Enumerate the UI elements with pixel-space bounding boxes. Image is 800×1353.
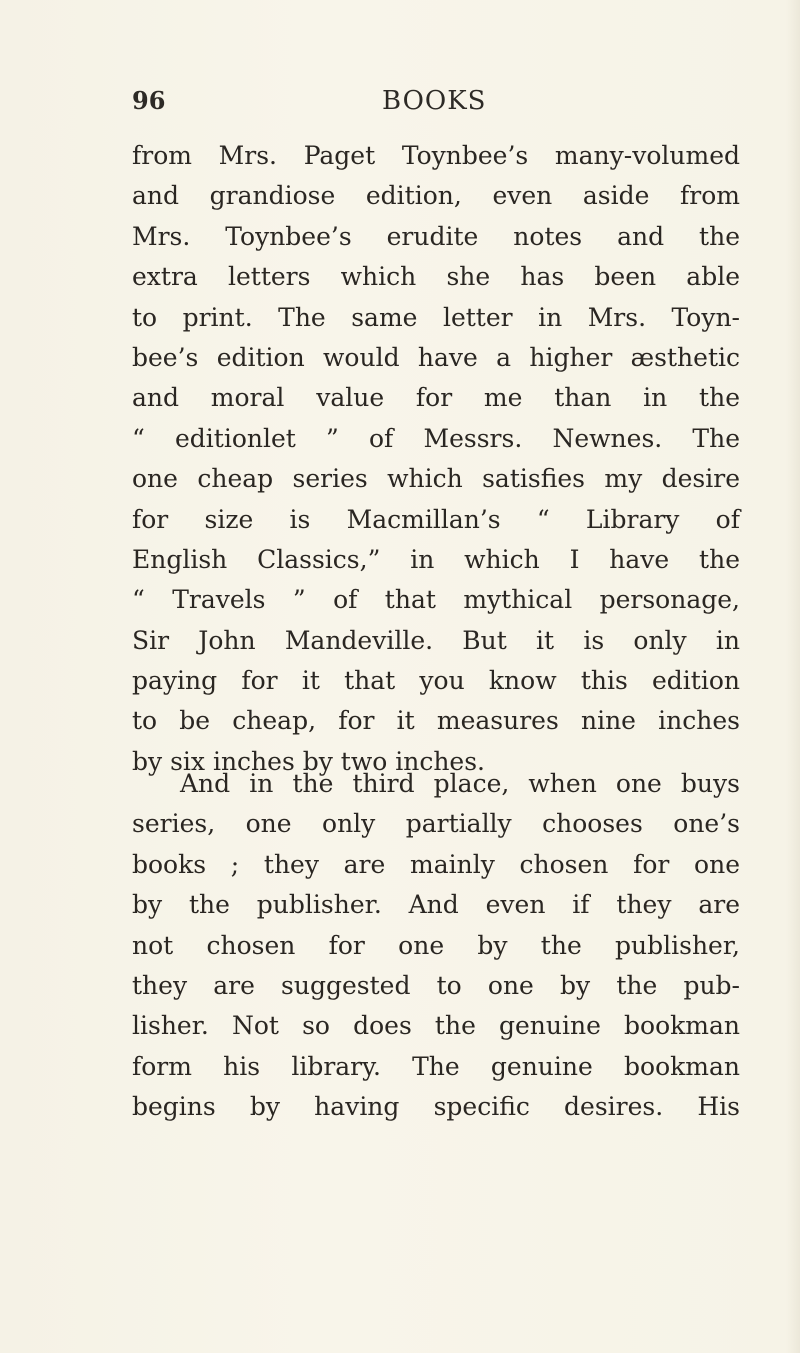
text-line: for size is Macmillan’s “ Library of — [132, 504, 740, 534]
text-line: English Classics,” in which I have the — [132, 544, 740, 574]
text-line: books ; they are mainly chosen for one — [132, 849, 740, 879]
text-line: paying for it that you know this edition — [132, 666, 740, 696]
text-line: one cheap series which satisfies my desire — [132, 464, 740, 494]
text-line: Sir John Mandeville. But it is only in — [132, 625, 740, 655]
page-number: 96 — [132, 86, 166, 115]
text-line: bee’s edition would have a higher æsthetic — [132, 342, 740, 372]
text-line: to be cheap, for it measures nine inches — [132, 706, 740, 736]
paragraph-2 — [132, 764, 740, 1128]
text-line: begins by having specific desires. His — [132, 1092, 740, 1122]
text-line: extra letters which she has been able — [132, 262, 740, 292]
text-line: series, one only partially chooses one’s — [132, 809, 740, 839]
text-line: lisher. Not so does the genuine bookman — [132, 1011, 740, 1041]
text-line: they are suggested to one by the pub- — [132, 970, 740, 1000]
text-line: to print. The same letter in Mrs. Toyn- — [132, 302, 740, 332]
text-line: Mrs. Toynbee’s erudite notes and the — [132, 221, 740, 251]
text-line: not chosen for one by the publisher, — [132, 930, 740, 960]
text-line: and grandiose edition, even aside from — [132, 181, 740, 211]
text-line: by the publisher. And even if they are — [132, 890, 740, 920]
text-line: by six inches by two inches. — [132, 746, 486, 776]
text-line: “ Travels ” of that mythical personage, — [132, 585, 740, 615]
text-line: and moral value for me than in the — [132, 383, 740, 413]
text-line: “ editionlet ” of Messrs. Newnes. The — [132, 423, 740, 453]
text-line: And in the third place, when one buys — [180, 769, 740, 798]
text-line: from Mrs. Paget Toynbee’s many-volumed — [132, 141, 740, 170]
text-line: form his library. The genuine bookman — [132, 1051, 740, 1081]
paragraph-1 — [132, 136, 740, 782]
running-title: BOOKS — [382, 86, 487, 116]
running-head — [132, 86, 742, 126]
page-edge-shadow — [786, 0, 800, 1353]
